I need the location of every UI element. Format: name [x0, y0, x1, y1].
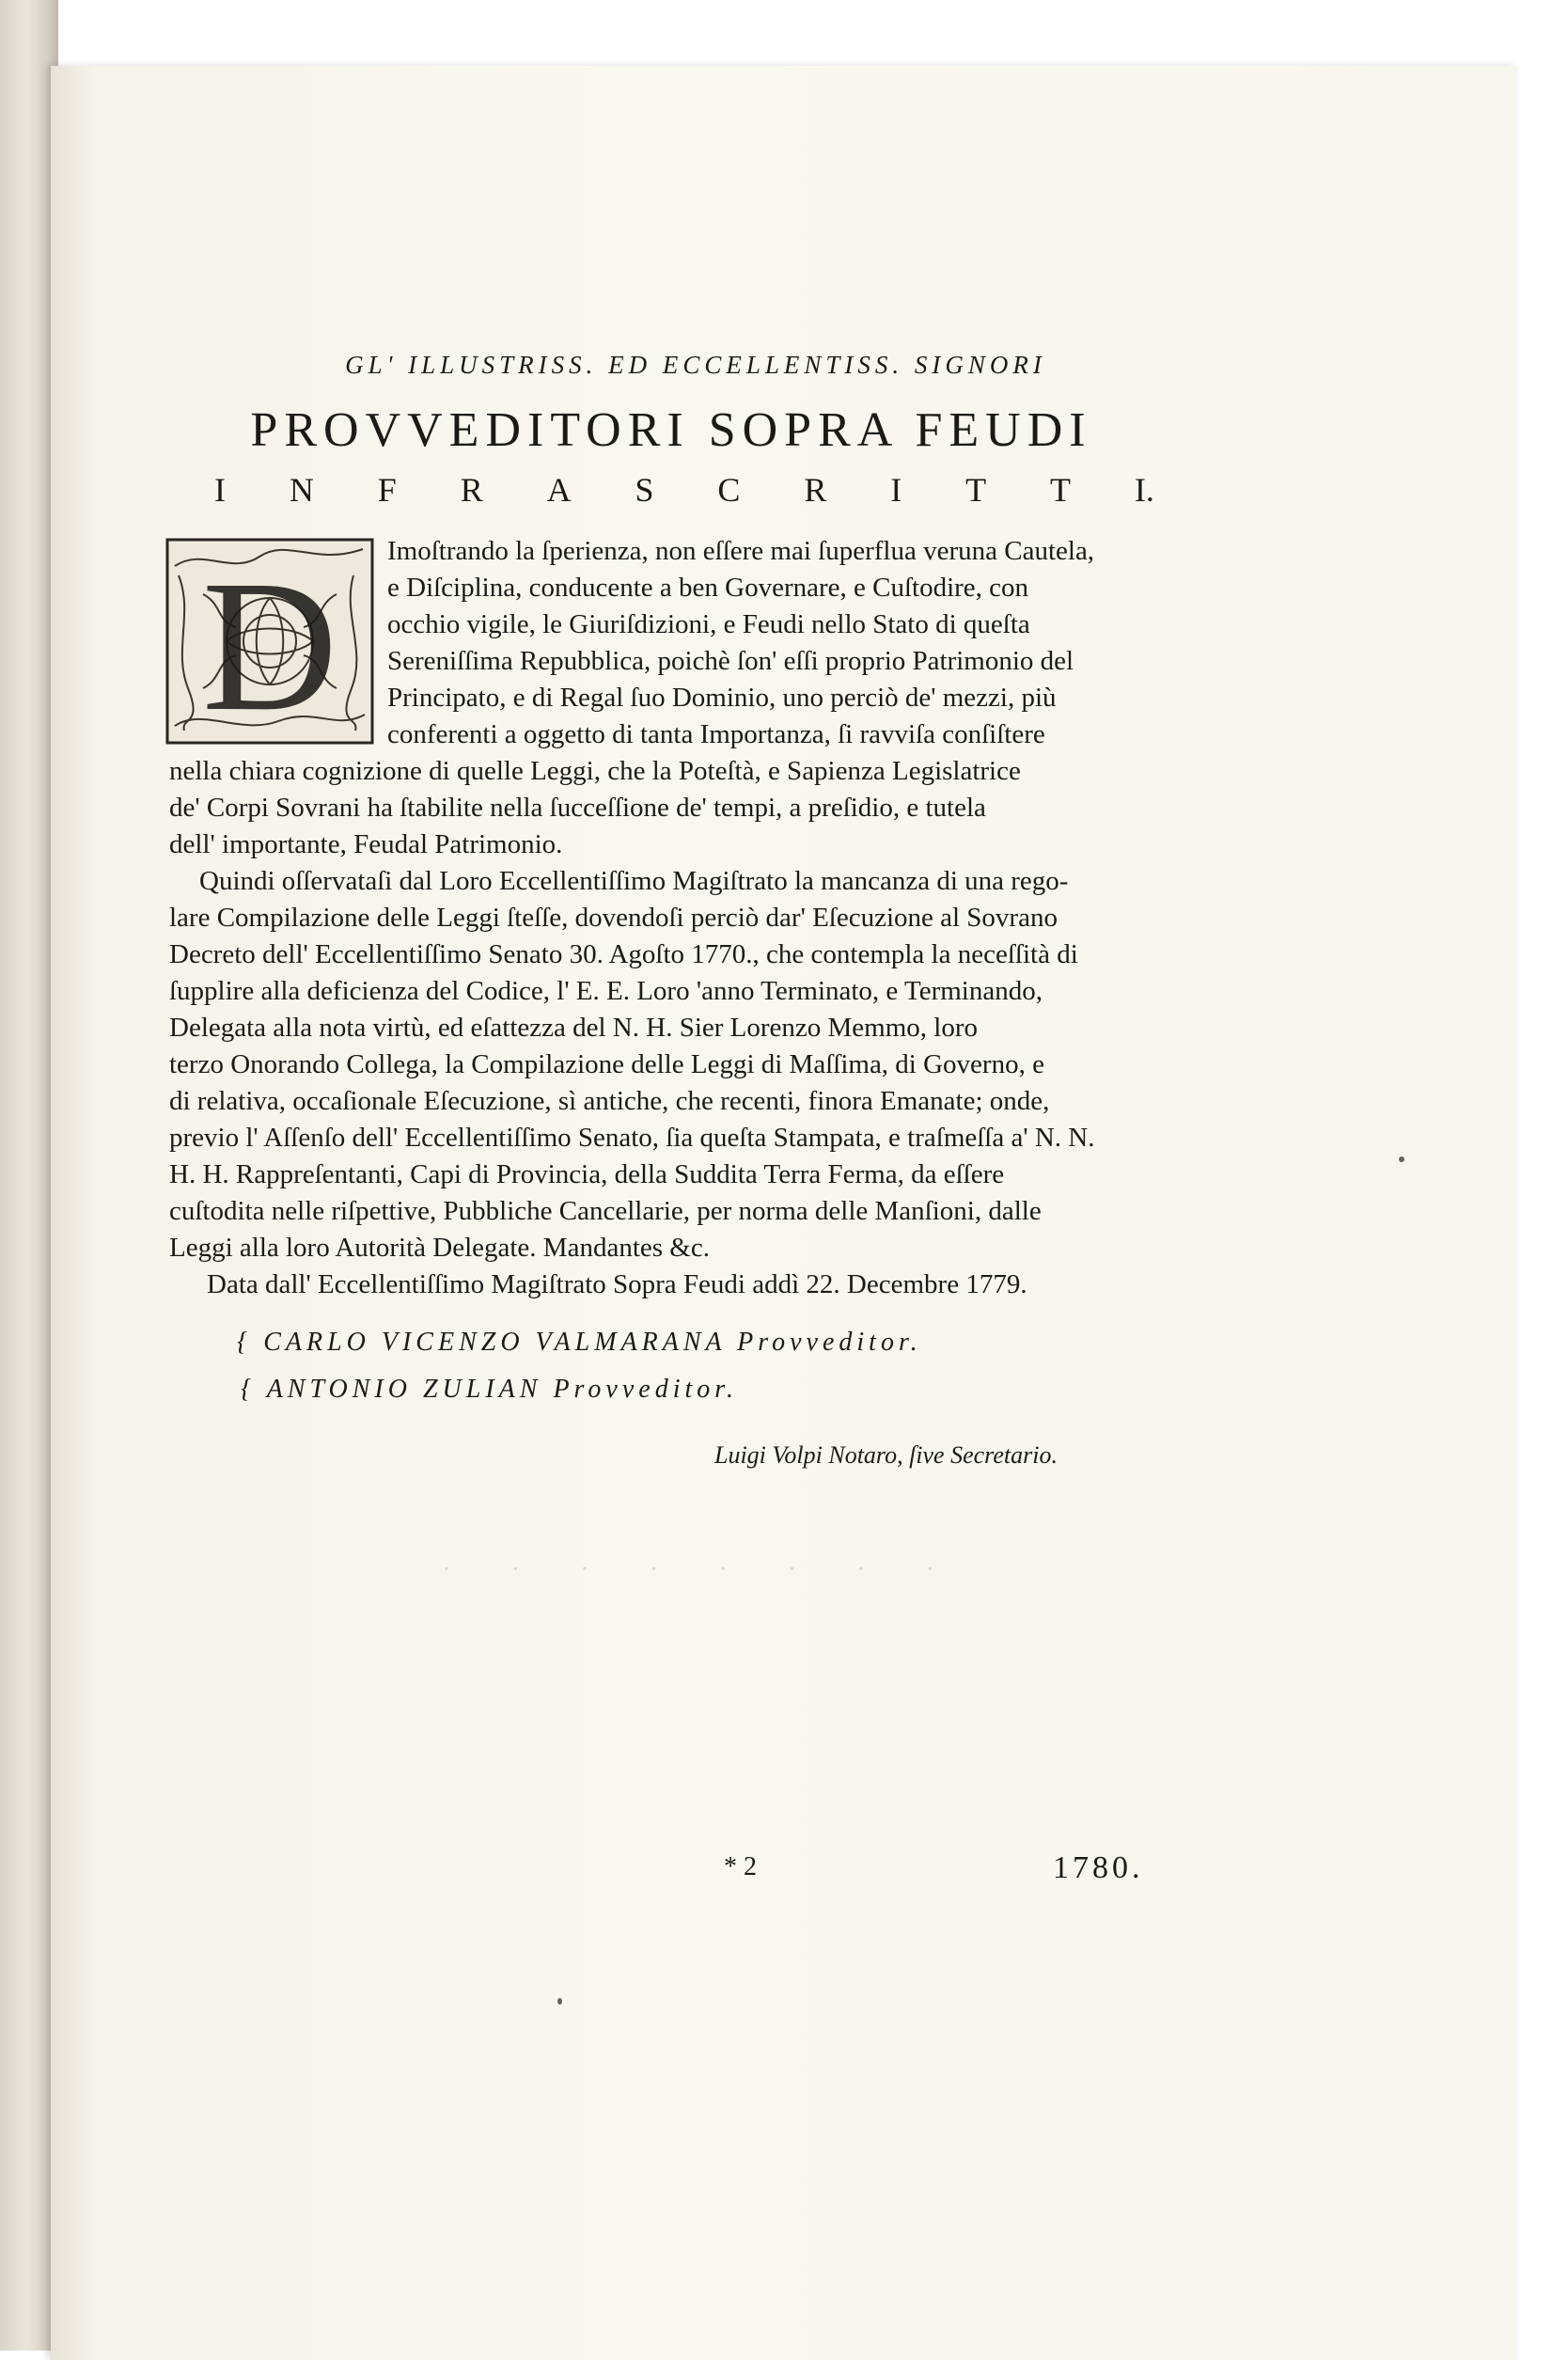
subtitle-letter: T: [1050, 471, 1072, 509]
paper-speck: [557, 1998, 562, 2005]
subtitle-letter: T: [965, 471, 987, 509]
signature-line: { ANTONIO ZULIAN Provveditor.: [241, 1375, 739, 1404]
decorated-initial-letter: [165, 538, 374, 745]
body-line: ſupplire alla deficienza del Codice, l' E. E. Loro 'anno Terminato, e Terminando,: [169, 976, 1043, 1006]
subtitle-letter: C: [717, 471, 741, 509]
subtitle-letter: F: [377, 471, 397, 509]
body-line: Delegata alla nota virtù, ed eſattezza del N. H. Sier Lorenzo Memmo, loro: [169, 1013, 979, 1043]
body-line: Sereniſſima Repubblica, poichè ſon' eſſi proprio Patrimonio del: [387, 646, 1074, 676]
subtitle-letter: I: [890, 471, 902, 509]
subtitle-letter: I: [214, 471, 226, 509]
subtitle-letter: R: [460, 471, 483, 509]
signature-mark: * 2: [724, 1852, 757, 1881]
imprint-year: 1780.: [1053, 1850, 1144, 1885]
subtitle-letter: R: [804, 471, 827, 509]
body-line: e Diſciplina, conducente a ben Governare, e Cuſtodire, con: [387, 573, 1029, 603]
body-line: Imoſtrando la ſperienza, non eſſere mai ſuperflua veruna Cautela,: [387, 536, 1095, 566]
header-line: GL' ILLUSTRISS. ED ECCELLENTISS. SIGNORI: [345, 351, 1046, 379]
body-line: Principato, e di Regal ſuo Dominio, uno perciò de' mezzi, più: [387, 683, 1057, 713]
subtitle-letter: I.: [1134, 471, 1154, 509]
paper-speck: [1399, 1156, 1404, 1162]
body-line: Quindi oſſervataſi dal Loro Eccellentiſſimo Magiſtrato la mancanza di una rego-: [199, 866, 1069, 896]
body-line: lare Compilazione delle Leggi ſteſſe, dovendoſi perciò dar' Eſecuzione al Sovrano: [169, 903, 1058, 933]
body-line: Data dall' Eccellentiſſimo Magiſtrato Sopra Feudi addì 22. Decembre 1779.: [207, 1269, 1027, 1299]
body-line: Decreto dell' Eccellentiſſimo Senato 30. Agoſto 1770., che contempla la neceſſità di: [169, 939, 1078, 969]
signature-line: { CARLO VICENZO VALMARANA Provveditor.: [237, 1328, 922, 1357]
body-line: de' Corpi Sovrani ha ſtabilite nella ſucceſſione de' tempi, a preſidio, e tutela: [169, 793, 986, 823]
subtitle-letter: A: [546, 471, 572, 509]
body-line: di relativa, occaſionale Eſecuzione, sì antiche, che recenti, finora Emanate; onde,: [169, 1086, 1050, 1116]
initial-letter: D: [201, 543, 338, 745]
notary-line: Luigi Volpi Notaro, ſive Secretario.: [714, 1441, 1058, 1469]
body-line: H. H. Rappreſentanti, Capi di Provincia, della Suddita Terra Ferma, da eſſere: [169, 1159, 1005, 1189]
body-line: Leggi alla loro Autorità Delegate. Mandantes &c.: [169, 1233, 710, 1263]
page-title: PROVVEDITORI SOPRA FEUDI: [250, 403, 1092, 457]
subtitle-letter: N: [289, 471, 314, 509]
book-binding-edge: [0, 0, 58, 2351]
show-through-ghost: · · · · · · · ·: [442, 1553, 962, 1584]
body-line: nella chiara cognizione di quelle Leggi, che la Poteſtà, e Sapienza Legislatrice: [169, 756, 1021, 786]
subtitle-letters: [214, 470, 1154, 510]
body-line: conferenti a oggetto di tanta Importanza, ſi ravviſa conſiſtere: [387, 719, 1045, 749]
body-line: occhio vigile, le Giuriſdizioni, e Feudi nello Stato di queſta: [387, 609, 1030, 639]
ornament-icon: [165, 538, 374, 745]
body-line: terzo Onorando Collega, la Compilazione delle Leggi di Maſſima, di Governo, e: [169, 1049, 1044, 1079]
subtitle-letter: S: [635, 471, 654, 509]
body-line: cuſtodita nelle riſpettive, Pubbliche Cancellarie, per norma delle Manſioni, dalle: [169, 1196, 1042, 1226]
body-line: dell' importante, Feudal Patrimonio.: [169, 829, 563, 859]
body-line: previo l' Aſſenſo dell' Eccellentiſſimo Senato, ſia queſta Stampata, e traſmeſſa a' N. N.: [169, 1123, 1095, 1153]
